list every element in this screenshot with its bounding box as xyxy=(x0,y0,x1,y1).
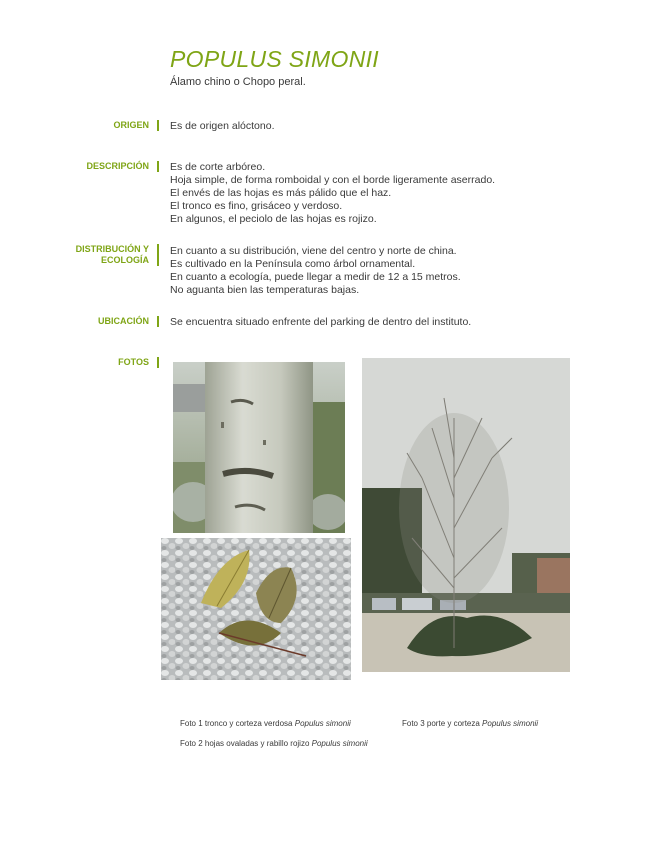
label-distribucion-line2: ECOLOGÍA xyxy=(100,255,149,265)
page-subtitle: Álamo chino o Chopo peral. xyxy=(170,76,306,88)
label-descripcion: DESCRIPCIÓN xyxy=(29,161,159,172)
label-distribucion xyxy=(29,244,159,266)
distribucion-line: Es cultivado en la Península como árbol ornamental. xyxy=(170,258,416,270)
descripcion-line: Es de corte arbóreo. xyxy=(170,161,266,173)
descripcion-line: El envés de las hojas es más pálido que el haz. xyxy=(170,187,392,199)
descripcion-line: Hoja simple, de forma romboidal y con el borde ligeramente aserrado. xyxy=(170,174,496,186)
origen-text xyxy=(170,120,275,133)
photo-leaves xyxy=(161,538,351,680)
distribucion-text xyxy=(170,245,461,297)
caption-foto2-species: Populus simonii xyxy=(311,739,368,748)
distribucion-line: En cuanto a ecología, puede llegar a medir de 12 a 15 metros. xyxy=(170,271,461,283)
photo-tree xyxy=(362,358,570,672)
label-ubicacion: UBICACIÓN xyxy=(29,316,159,327)
distribucion-line: En cuanto a su distribución, viene del centro y norte de china. xyxy=(170,245,457,257)
descripcion-text xyxy=(170,161,495,226)
label-origen: ORIGEN xyxy=(29,120,159,131)
ubicacion-line: Se encuentra situado enfrente del parking de dentro del instituto. xyxy=(170,316,472,328)
caption-foto1-text: Foto 1 tronco y corteza verdosa xyxy=(180,719,295,728)
label-distribucion-line1: DISTRIBUCIÓN Y xyxy=(75,244,149,254)
caption-foto2-text: Foto 2 hojas ovaladas y rabillo rojizo xyxy=(180,739,312,748)
page-title: POPULUS SIMONII xyxy=(170,46,379,72)
caption-foto1 xyxy=(180,719,351,728)
origen-line: Es de origen alóctono. xyxy=(170,120,275,132)
ubicacion-text xyxy=(170,316,471,329)
descripcion-line: En algunos, el peciolo de las hojas es rojizo. xyxy=(170,213,377,225)
descripcion-line: El tronco es fino, grisáceo y verdoso. xyxy=(170,200,343,212)
caption-foto3 xyxy=(402,719,538,728)
photo-trunk xyxy=(173,362,345,533)
caption-foto3-species: Populus simonii xyxy=(482,719,539,728)
distribucion-line: No aguanta bien las temperaturas bajas. xyxy=(170,284,360,296)
label-fotos: FOTOS xyxy=(29,357,159,368)
caption-foto2 xyxy=(180,739,368,748)
caption-foto1-species: Populus simonii xyxy=(294,719,351,728)
caption-foto3-text: Foto 3 porte y corteza xyxy=(402,719,483,728)
